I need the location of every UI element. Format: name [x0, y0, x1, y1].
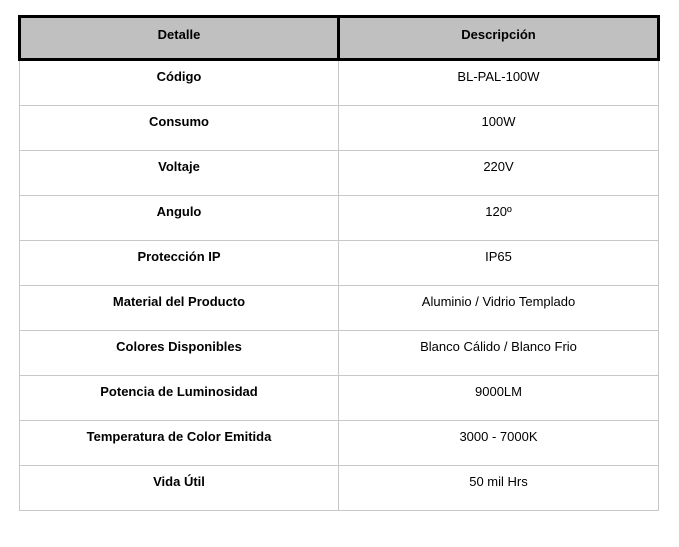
row-value: 220V [339, 151, 659, 196]
row-value: Aluminio / Vidrio Templado [339, 286, 659, 331]
table-row [20, 106, 659, 151]
row-label: Protección IP [20, 241, 339, 286]
header-description: Descripción [339, 17, 659, 60]
row-value: Blanco Cálido / Blanco Frio [339, 331, 659, 376]
table-body [20, 60, 659, 511]
row-label: Angulo [20, 196, 339, 241]
row-value: 100W [339, 106, 659, 151]
row-label: Código [20, 60, 339, 106]
header-detail: Detalle [20, 17, 339, 60]
table-row [20, 421, 659, 466]
table-row [20, 196, 659, 241]
row-label: Voltaje [20, 151, 339, 196]
row-value: IP65 [339, 241, 659, 286]
table-row [20, 151, 659, 196]
header-row [20, 17, 659, 60]
table-row [20, 241, 659, 286]
row-label: Vida Útil [20, 466, 339, 511]
row-label: Temperatura de Color Emitida [20, 421, 339, 466]
row-value: 3000 - 7000K [339, 421, 659, 466]
table-header [20, 17, 659, 60]
table-row [20, 466, 659, 511]
row-value: 120º [339, 196, 659, 241]
row-value: 50 mil Hrs [339, 466, 659, 511]
row-label: Potencia de Luminosidad [20, 376, 339, 421]
row-value: BL-PAL-100W [339, 60, 659, 106]
table-row [20, 286, 659, 331]
row-value: 9000LM [339, 376, 659, 421]
row-label: Consumo [20, 106, 339, 151]
row-label: Material del Producto [20, 286, 339, 331]
spec-table [18, 15, 660, 511]
table-row [20, 376, 659, 421]
row-label: Colores Disponibles [20, 331, 339, 376]
table-row [20, 331, 659, 376]
table-row [20, 60, 659, 106]
